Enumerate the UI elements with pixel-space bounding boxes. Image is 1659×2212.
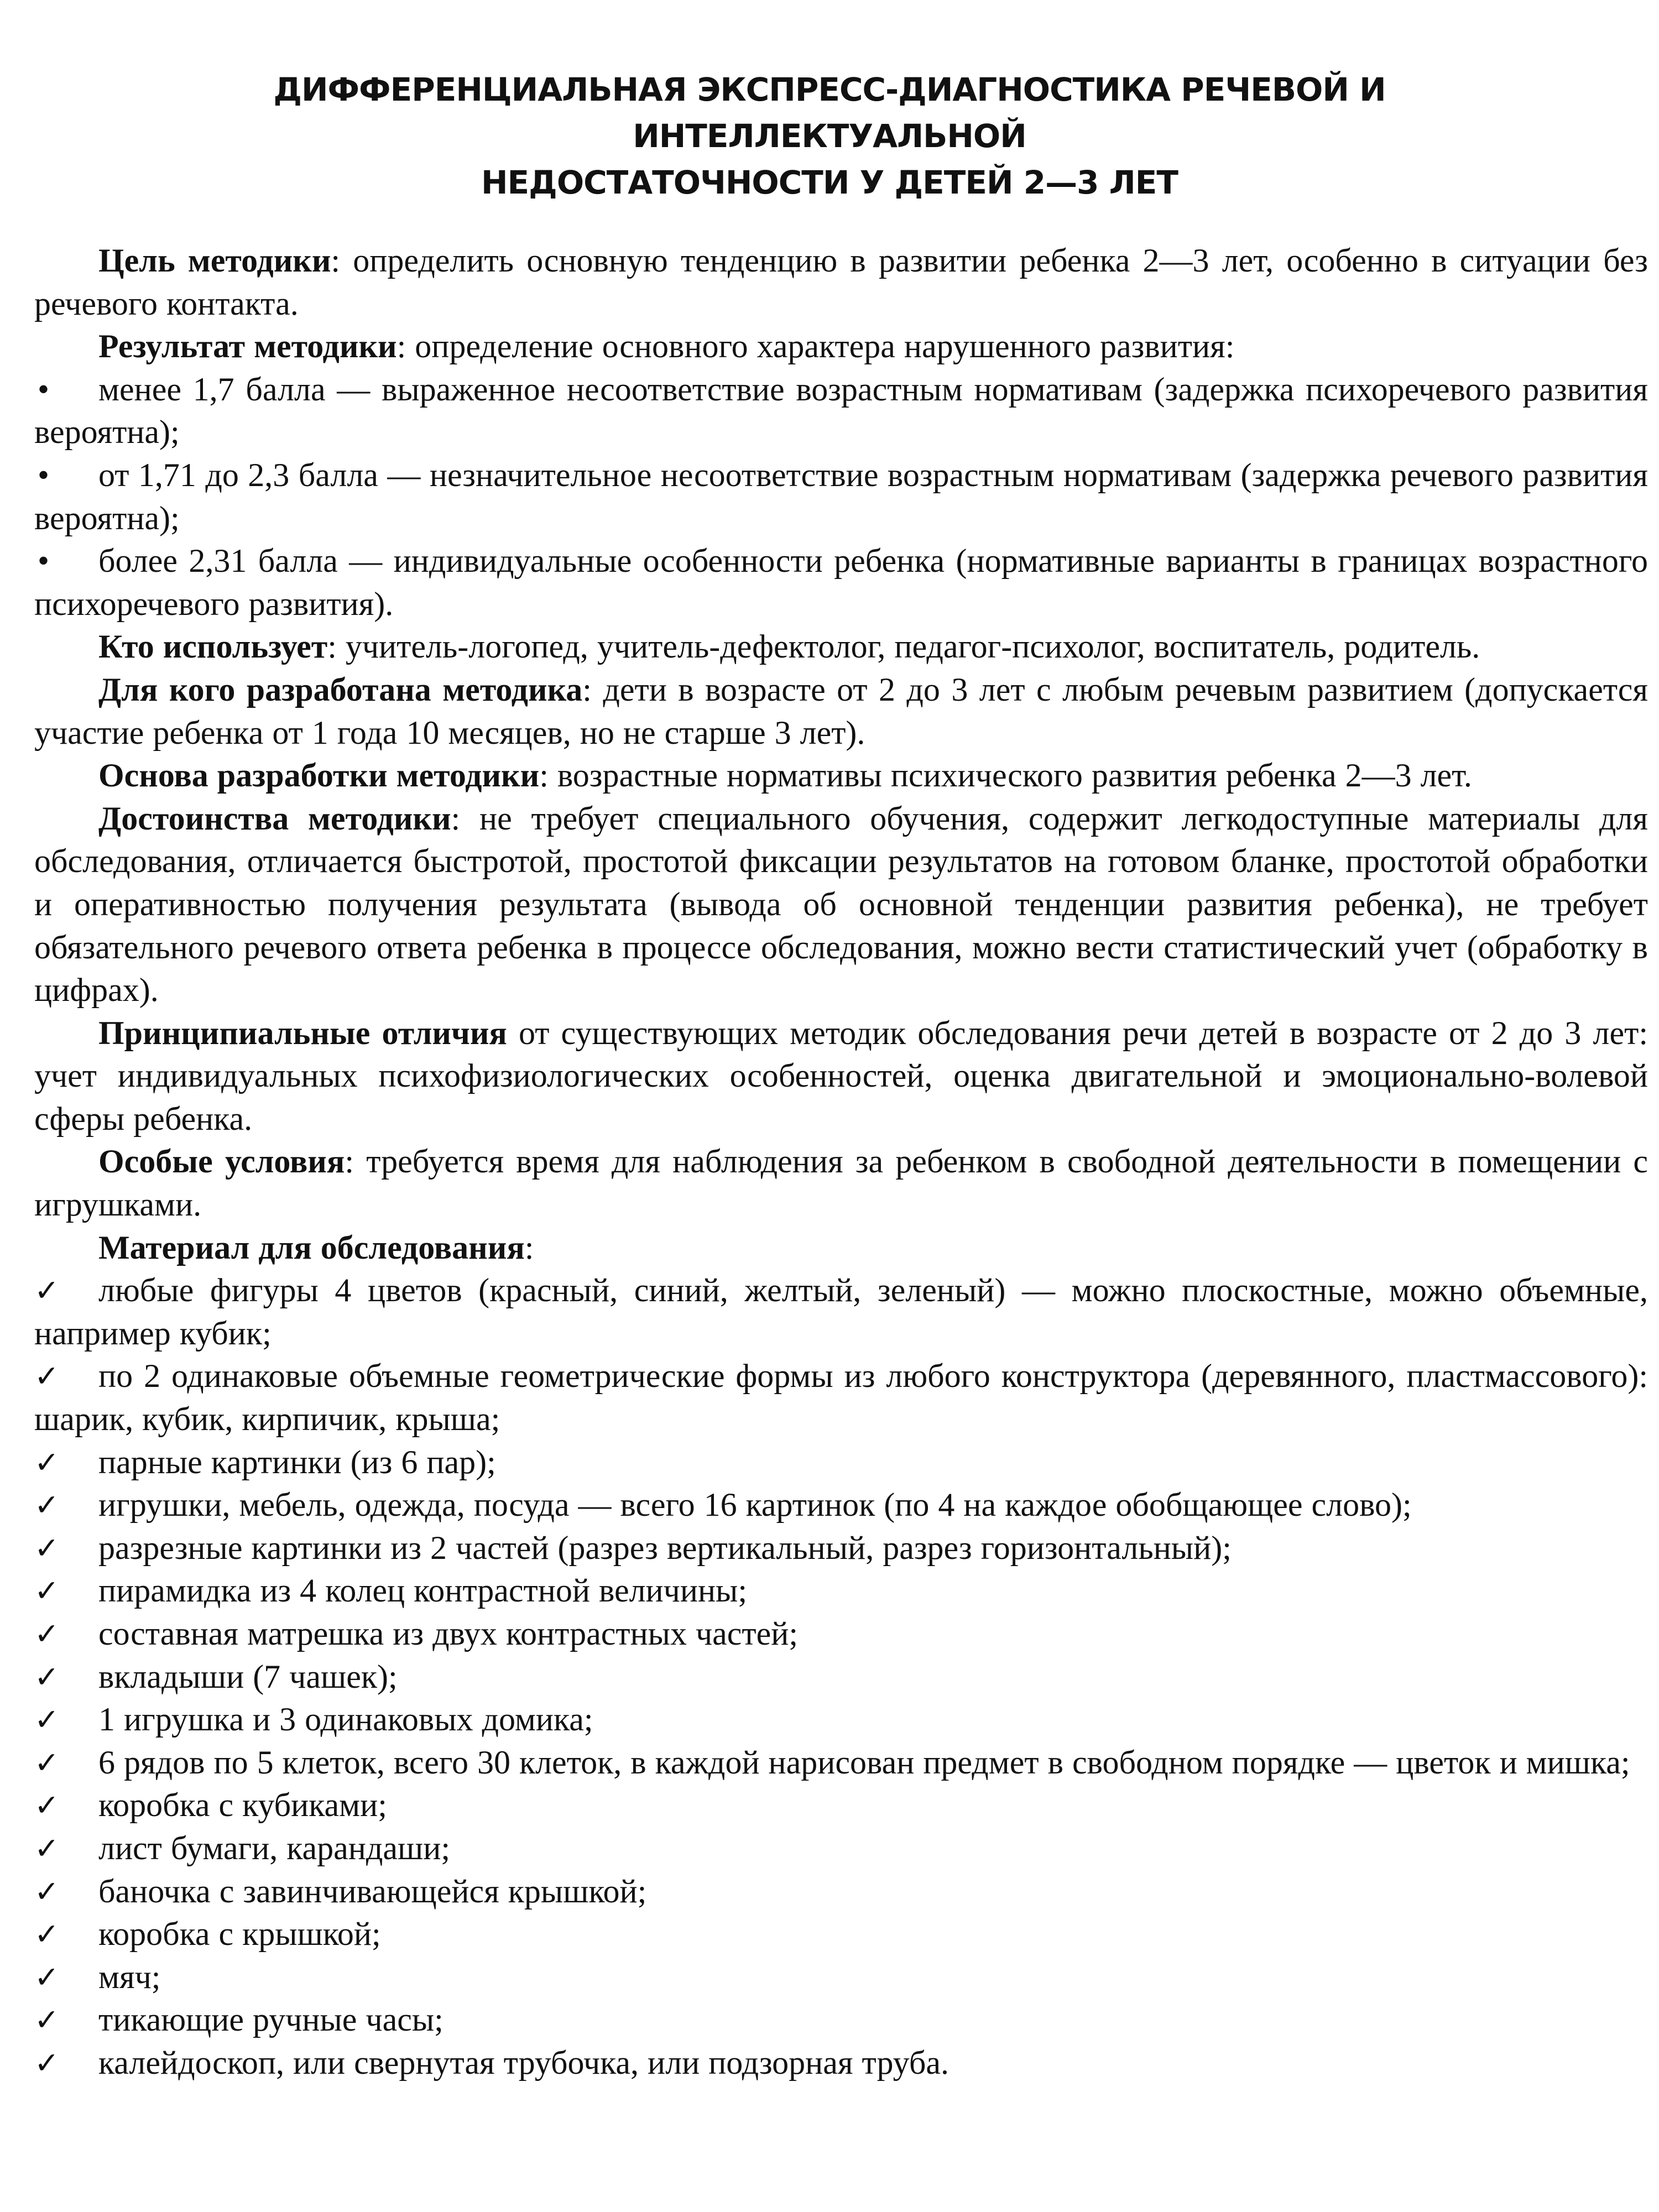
materials-list-item-text: 6 рядов по 5 клеток, всего 30 клеток, в каждой нарисован предмет в свободном порядке — цветок и мишка; [98, 1744, 1630, 1781]
conditions-paragraph [34, 1140, 1648, 1226]
materials-list [34, 1269, 1648, 2084]
conditions-label: Особые условия [98, 1143, 345, 1180]
materials-list-item [34, 1698, 1648, 1741]
materials-list-item-text: составная матрешка из двух контрастных частей; [98, 1615, 799, 1652]
basis-text: : возрастные нормативы психического развития ребенка 2—3 лет. [539, 757, 1472, 794]
result-text: : определение основного характера нарушенного развития: [397, 328, 1235, 365]
materials-list-item [34, 1269, 1648, 1355]
checkmark-icon: ✓ [34, 1745, 60, 1780]
differences-paragraph [34, 1012, 1648, 1141]
document-title [100, 66, 1559, 206]
checkmark-icon: ✓ [34, 1830, 60, 1866]
materials-list-item-text: калейдоскоп, или свернутая трубочка, или подзорная труба. [98, 2044, 950, 2081]
materials-label: Материал для обследования [98, 1229, 525, 1266]
differences-label: Принципиальные отличия [98, 1014, 507, 1051]
title-line-1: ДИФФЕРЕНЦИАЛЬНАЯ ЭКСПРЕСС-ДИАГНОСТИКА РЕЧЕВОЙ И ИНТЕЛЛЕКТУАЛЬНОЙ [273, 71, 1386, 155]
checkmark-icon: ✓ [34, 1917, 60, 1952]
materials-list-item-text: 1 игрушка и 3 одинаковых домика; [98, 1701, 593, 1738]
materials-list-item-text: парные картинки (из 6 пар); [98, 1443, 496, 1480]
materials-list-item-text: лист бумаги, карандаши; [98, 1829, 451, 1866]
checkmark-icon: ✓ [34, 1702, 60, 1738]
materials-list-item [34, 1441, 1648, 1484]
materials-list-item [34, 1913, 1648, 1956]
checkmark-icon: ✓ [34, 1573, 60, 1609]
checkmark-icon: ✓ [34, 1788, 60, 1823]
bullet-icon: • [38, 371, 50, 408]
target-text: : дети в возрасте от 2 до 3 лет с любым речевым развитием (допускается участие ребенка от 1 года 10 месяцев, но не старше 3 лет). [34, 671, 1648, 751]
bullet-icon: • [38, 456, 50, 493]
result-list-item-text: от 1,71 до 2,3 балла — незначительное несоответствие возрастным нормативам (задержка речевого развития вероятна); [34, 456, 1648, 536]
goal-text: : определить основную тенденцию в развитии ребенка 2—3 лет, особенно в ситуации без речевого контакта. [34, 242, 1648, 322]
materials-list-item-text: коробка с крышкой; [98, 1916, 381, 1953]
result-list-item-text: более 2,31 балла — индивидуальные особенности ребенка (нормативные варианты в границах возрастного психоречевого развития). [34, 542, 1648, 622]
checkmark-icon: ✓ [34, 2002, 60, 2038]
materials-text: : [524, 1229, 534, 1266]
advantages-label: Достоинства методики [98, 800, 451, 837]
materials-list-item [34, 2042, 1648, 2085]
users-label: Кто использует [98, 628, 328, 665]
target-paragraph [34, 669, 1648, 754]
result-list-item [34, 454, 1648, 540]
basis-label: Основа разработки методики [98, 757, 540, 794]
target-label: Для кого разработана методика [98, 671, 583, 708]
materials-list-item-text: тикающие ручные часы; [98, 2001, 444, 2038]
checkmark-icon: ✓ [34, 1444, 60, 1480]
materials-list-item-text: по 2 одинаковые объемные геометрические формы из любого конструктора (деревянного, пластмассового): шарик, кубик, кирпичик, крыша; [34, 1358, 1648, 1438]
users-text: : учитель-логопед, учитель-дефектолог, педагог-психолог, воспитатель, родитель. [327, 628, 1480, 665]
result-paragraph [34, 325, 1648, 368]
checkmark-icon: ✓ [34, 1874, 60, 1909]
materials-list-item [34, 1569, 1648, 1613]
checkmark-icon: ✓ [34, 1959, 60, 1995]
conditions-text: : требуется время для наблюдения за ребенком в свободной деятельности в помещении с игрушками. [34, 1143, 1648, 1223]
materials-paragraph [34, 1227, 1648, 1270]
users-paragraph [34, 625, 1648, 669]
materials-list-item-text: мяч; [98, 1958, 161, 1995]
materials-list-item [34, 1956, 1648, 1999]
materials-list-item [34, 1527, 1648, 1570]
title-line-2: НЕДОСТАТОЧНОСТИ У ДЕТЕЙ 2—3 ЛЕТ [481, 164, 1178, 201]
result-list-item [34, 540, 1648, 625]
materials-list-item [34, 1355, 1648, 1441]
checkmark-icon: ✓ [34, 1273, 60, 1308]
materials-list-item-text: коробка с кубиками; [98, 1787, 387, 1824]
document-body [34, 239, 1648, 2085]
materials-list-item-text: вкладыши (7 чашек); [98, 1658, 398, 1695]
materials-list-item [34, 1784, 1648, 1827]
differences-text: от существующих методик обследования речи детей в возрасте от 2 до 3 лет: учет индивидуальных психофизиологических особенностей, оценка двигательной и эмоционально-волевой сферы ребенка. [34, 1014, 1648, 1137]
materials-list-item-text: игрушки, мебель, одежда, посуда — всего 16 картинок (по 4 на каждое обобщающее слово); [98, 1486, 1412, 1524]
bullet-icon: • [38, 542, 50, 580]
result-label: Результат методики [98, 328, 397, 365]
materials-list-item [34, 1870, 1648, 1913]
goal-paragraph [34, 239, 1648, 325]
materials-list-item [34, 1999, 1648, 2042]
checkmark-icon: ✓ [34, 1488, 60, 1523]
materials-list-item-text: любые фигуры 4 цветов (красный, синий, желтый, зеленый) — можно плоскостные, можно объемные, например кубик; [34, 1272, 1648, 1352]
materials-list-item-text: баночка с завинчивающейся крышкой; [98, 1872, 647, 1910]
advantages-paragraph [34, 797, 1648, 1012]
materials-list-item [34, 1741, 1648, 1785]
checkmark-icon: ✓ [34, 1659, 60, 1694]
materials-list-item-text: разрезные картинки из 2 частей (разрез вертикальный, разрез горизонтальный); [98, 1529, 1232, 1566]
materials-list-item [34, 1656, 1648, 1699]
materials-list-item [34, 1613, 1648, 1656]
checkmark-icon: ✓ [34, 1616, 60, 1651]
advantages-text: : не требует специального обучения, содержит легкодоступные материалы для обследования, отличается быстротой, простотой фиксации результатов на готовом бланке, простотой обработки и оперативностью получения результата (вывода об основной тенденции развития ребенка), не требует обязательного речевого ответа ребенка в процессе обследования, можно вести статистический учет (обработку в цифрах). [34, 800, 1648, 1009]
checkmark-icon: ✓ [34, 1359, 60, 1394]
goal-label: Цель методики [98, 242, 331, 279]
basis-paragraph [34, 754, 1648, 797]
materials-list-item [34, 1484, 1648, 1527]
materials-list-item [34, 1827, 1648, 1870]
checkmark-icon: ✓ [34, 2045, 60, 2080]
result-list-item-text: менее 1,7 балла — выраженное несоответствие возрастным нормативам (задержка психоречевого развития вероятна); [34, 371, 1648, 451]
materials-list-item-text: пирамидка из 4 колец контрастной величины; [98, 1572, 748, 1609]
result-list [34, 368, 1648, 626]
result-list-item [34, 368, 1648, 454]
checkmark-icon: ✓ [34, 1530, 60, 1566]
